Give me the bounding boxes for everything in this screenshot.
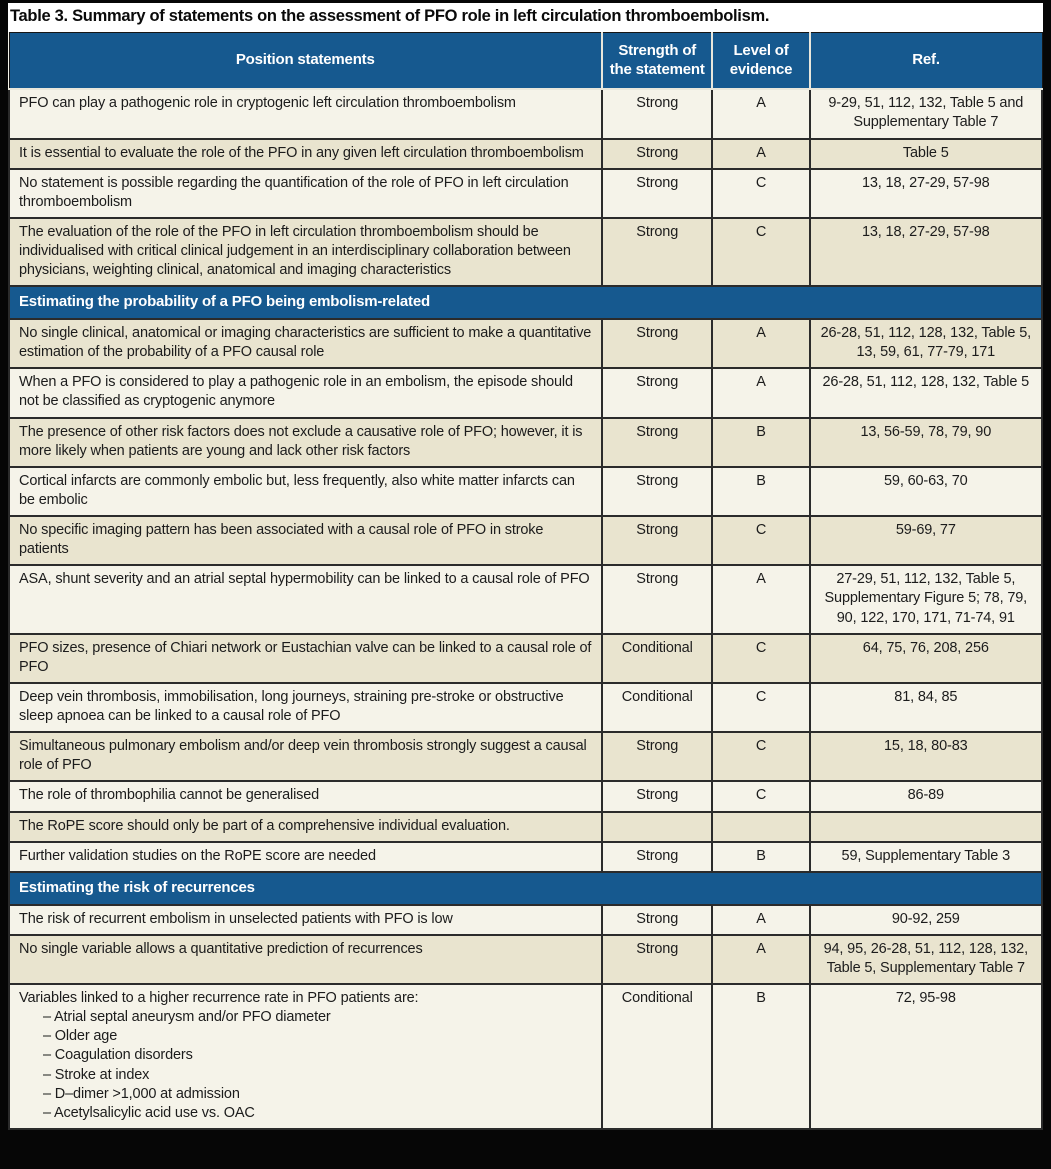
statement-text: PFO sizes, presence of Chiari network or Eustachian valve can be linked to a causal role of PFO (19, 639, 592, 675)
strength-cell: Strong (602, 781, 713, 811)
table-row (9, 634, 1042, 683)
table-row (9, 139, 1042, 169)
ref-cell: 27-29, 51, 112, 132, Table 5, Supplementary Figure 5; 78, 79, 90, 122, 170, 171, 71-74, 91 (810, 565, 1042, 633)
strength-cell: Strong (602, 842, 713, 872)
col-header-strength: Strength of the statement (602, 32, 713, 89)
strength-cell: Conditional (602, 634, 713, 683)
statement-text: The presence of other risk factors does not exclude a causative role of PFO; however, it is more likely when patients are young and lack other risk factors (19, 423, 583, 459)
table-row (9, 218, 1042, 286)
strength-cell: Strong (602, 169, 713, 218)
ref-cell: 59-69, 77 (810, 516, 1042, 565)
position-statement-cell (9, 935, 602, 984)
table-row (9, 905, 1042, 935)
ref-cell: 9-29, 51, 112, 132, Table 5 and Supplementary Table 7 (810, 89, 1042, 138)
ref-cell: 72, 95-98 (810, 984, 1042, 1129)
position-statement-cell (9, 319, 602, 368)
level-of-evidence-cell: B (712, 984, 809, 1129)
level-of-evidence-cell: A (712, 89, 809, 138)
strength-cell: Strong (602, 418, 713, 467)
strength-cell: Conditional (602, 984, 713, 1129)
strength-cell: Strong (602, 139, 713, 169)
level-of-evidence-cell: C (712, 169, 809, 218)
ref-cell: 13, 18, 27-29, 57-98 (810, 218, 1042, 286)
level-of-evidence-cell: B (712, 467, 809, 516)
table-row (9, 319, 1042, 368)
strength-cell: Strong (602, 905, 713, 935)
table-header (9, 32, 1042, 89)
position-statement-cell (9, 516, 602, 565)
statement-text: No single variable allows a quantitative prediction of recurrences (19, 940, 423, 957)
statement-text: The evaluation of the role of the PFO in left circulation thromboembolism should be individualised with critical clinical judgement in an interdisciplinary collaboration between physicians, weighting clinical, anatomical and imaging characteristics (19, 223, 571, 279)
table-row (9, 935, 1042, 984)
strength-cell: Strong (602, 935, 713, 984)
ref-cell: 26-28, 51, 112, 128, 132, Table 5, 13, 59, 61, 77-79, 171 (810, 319, 1042, 368)
ref-cell: 26-28, 51, 112, 128, 132, Table 5 (810, 368, 1042, 417)
strength-cell: Strong (602, 319, 713, 368)
table-row (9, 467, 1042, 516)
position-statement-cell (9, 565, 602, 633)
level-of-evidence-cell: A (712, 319, 809, 368)
table-row (9, 842, 1042, 872)
strength-cell: Strong (602, 89, 713, 138)
strength-cell: Strong (602, 516, 713, 565)
level-of-evidence-cell: C (712, 781, 809, 811)
strength-cell: Strong (602, 732, 713, 781)
statement-bullet: – Older age (43, 1028, 118, 1045)
position-statement-cell (9, 732, 602, 781)
statement-text: ASA, shunt severity and an atrial septal hypermobility can be linked to a causal role of PFO (19, 571, 590, 588)
ref-cell: 59, Supplementary Table 3 (810, 842, 1042, 872)
statement-text: No statement is possible regarding the quantification of the role of PFO in left circulation thromboembolism (19, 174, 569, 210)
ref-cell: 81, 84, 85 (810, 683, 1042, 732)
statement-text: Further validation studies on the RoPE score are needed (19, 847, 376, 864)
ref-cell: 15, 18, 80-83 (810, 732, 1042, 781)
statement-bullet: – Acetylsalicylic acid use vs. OAC (43, 1104, 255, 1121)
statement-bullet: – Coagulation disorders (43, 1047, 193, 1064)
col-header-level-of-evidence: Level of evidence (712, 32, 809, 89)
table-body (9, 89, 1042, 1129)
position-statement-cell (9, 218, 602, 286)
strength-cell: Strong (602, 368, 713, 417)
table-title: Table 3. Summary of statements on the assessment of PFO role in left circulation thromboembolism. (8, 3, 1043, 32)
section-header: Estimating the probability of a PFO being embolism-related (9, 286, 1042, 319)
ref-cell: 64, 75, 76, 208, 256 (810, 634, 1042, 683)
position-statement-cell (9, 984, 602, 1129)
table-row (9, 732, 1042, 781)
strength-cell: Strong (602, 218, 713, 286)
statement-text: Simultaneous pulmonary embolism and/or deep vein thrombosis strongly suggest a causal role of PFO (19, 738, 587, 774)
ref-cell: 94, 95, 26-28, 51, 112, 128, 132, Table 5, Supplementary Table 7 (810, 935, 1042, 984)
level-of-evidence-cell (712, 812, 809, 842)
ref-cell (810, 812, 1042, 842)
statement-text: Variables linked to a higher recurrence rate in PFO patients are: (19, 990, 419, 1007)
position-statement-cell (9, 139, 602, 169)
position-statement-cell (9, 683, 602, 732)
statement-bullet: – Stroke at index (43, 1066, 150, 1083)
level-of-evidence-cell: C (712, 218, 809, 286)
statement-text: No single clinical, anatomical or imaging characteristics are sufficient to make a quantitative estimation of the probability of a PFO causal role (19, 325, 592, 361)
position-statement-cell (9, 842, 602, 872)
ref-cell: 59, 60-63, 70 (810, 467, 1042, 516)
table-row (9, 89, 1042, 138)
level-of-evidence-cell: B (712, 418, 809, 467)
position-statement-cell (9, 467, 602, 516)
ref-cell: 86-89 (810, 781, 1042, 811)
section-header-row (9, 286, 1042, 319)
statement-bullet: – Atrial septal aneurysm and/or PFO diameter (43, 1009, 331, 1026)
position-statement-cell (9, 89, 602, 138)
strength-cell: Conditional (602, 683, 713, 732)
statement-bullet: – D–dimer >1,000 at admission (43, 1085, 240, 1102)
statement-text: Deep vein thrombosis, immobilisation, long journeys, straining pre-stroke or obstructive sleep apnoea can be linked to a causal role of PFO (19, 688, 564, 725)
table-row (9, 418, 1042, 467)
table-row (9, 565, 1042, 633)
strength-cell: Strong (602, 565, 713, 633)
ref-cell: 90-92, 259 (810, 905, 1042, 935)
header-row (9, 32, 1042, 89)
table-row (9, 516, 1042, 565)
table-row (9, 368, 1042, 417)
statement-text: Cortical infarcts are commonly embolic but, less frequently, also white matter infarcts can be embolic (19, 472, 575, 508)
statement-text: When a PFO is considered to play a pathogenic role in an embolism, the episode should not be classified as cryptogenic anymore (19, 374, 573, 410)
statement-text: The role of thrombophilia cannot be generalised (19, 787, 320, 804)
position-statement-cell (9, 418, 602, 467)
level-of-evidence-cell: C (712, 516, 809, 565)
position-statement-cell (9, 169, 602, 218)
statement-text: PFO can play a pathogenic role in cryptogenic left circulation thromboembolism (19, 95, 516, 112)
table-row (9, 169, 1042, 218)
position-statement-cell (9, 905, 602, 935)
strength-cell: Strong (602, 467, 713, 516)
statement-text: The risk of recurrent embolism in unselected patients with PFO is low (19, 910, 453, 927)
ref-cell: 13, 56-59, 78, 79, 90 (810, 418, 1042, 467)
statement-text: It is essential to evaluate the role of the PFO in any given left circulation thromboembolism (19, 144, 584, 161)
position-statement-cell (9, 368, 602, 417)
table-row (9, 683, 1042, 732)
strength-cell (602, 812, 713, 842)
ref-cell: 13, 18, 27-29, 57-98 (810, 169, 1042, 218)
level-of-evidence-cell: A (712, 368, 809, 417)
level-of-evidence-cell: A (712, 905, 809, 935)
position-statement-cell (9, 634, 602, 683)
level-of-evidence-cell: A (712, 935, 809, 984)
table-row (9, 781, 1042, 811)
level-of-evidence-cell: C (712, 683, 809, 732)
position-statement-cell (9, 812, 602, 842)
position-statement-cell (9, 781, 602, 811)
table-row (9, 812, 1042, 842)
table-row (9, 984, 1042, 1129)
summary-table (8, 32, 1043, 1130)
level-of-evidence-cell: A (712, 139, 809, 169)
level-of-evidence-cell: B (712, 842, 809, 872)
statement-text: No specific imaging pattern has been associated with a causal role of PFO in stroke patients (19, 522, 544, 558)
col-header-position-statements: Position statements (9, 32, 602, 89)
ref-cell: Table 5 (810, 139, 1042, 169)
section-header: Estimating the risk of recurrences (9, 872, 1042, 905)
section-header-row (9, 872, 1042, 905)
col-header-ref: Ref. (810, 32, 1042, 89)
level-of-evidence-cell: C (712, 634, 809, 683)
level-of-evidence-cell: A (712, 565, 809, 633)
level-of-evidence-cell: C (712, 732, 809, 781)
statement-text: The RoPE score should only be part of a comprehensive individual evaluation. (19, 817, 510, 834)
